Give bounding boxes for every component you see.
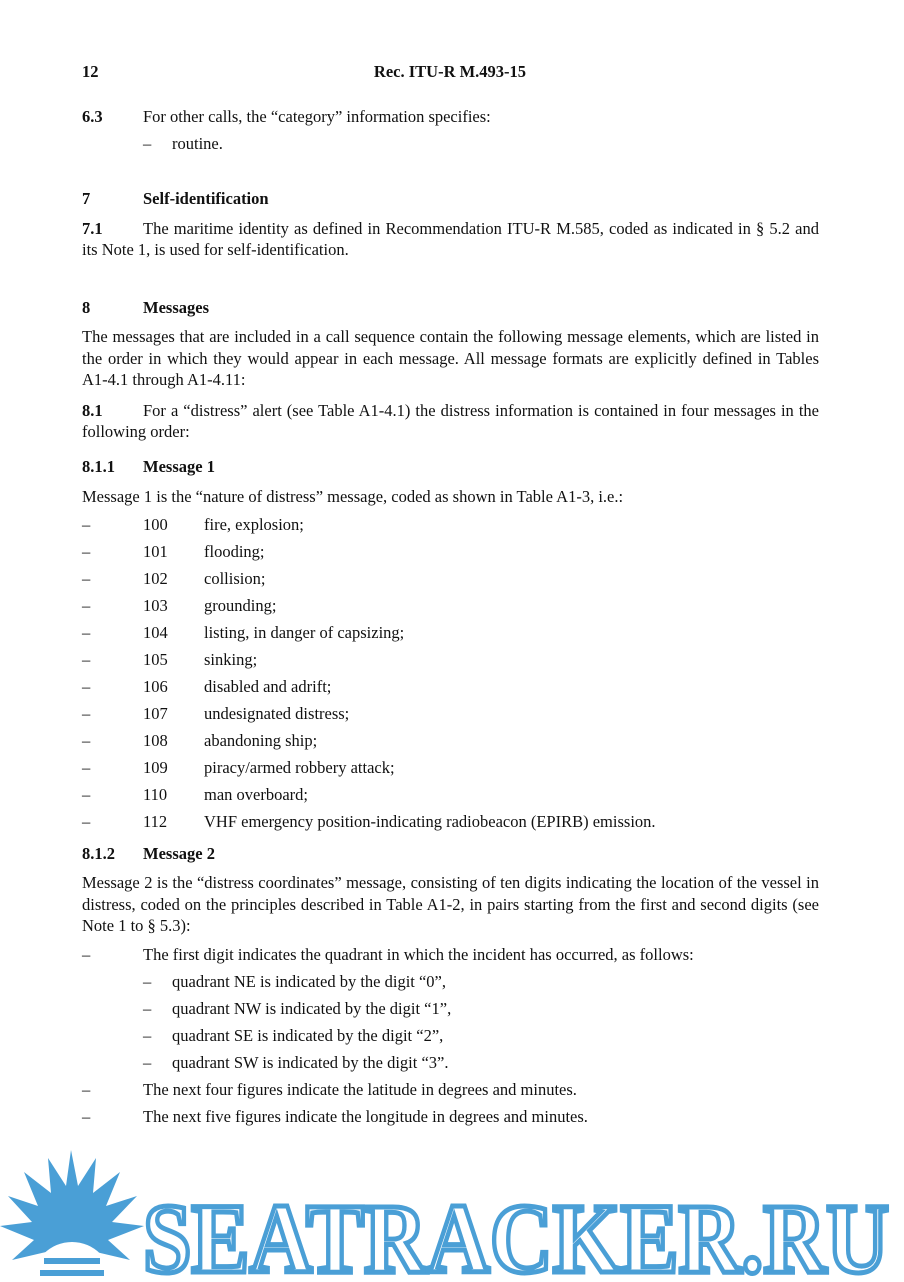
list-item: – 110 man overboard; bbox=[82, 784, 309, 804]
section-8-1-1-heading: 8.1.1 Message 1 bbox=[82, 456, 215, 476]
list-item: – 104 listing, in danger of capsizing; bbox=[82, 622, 405, 642]
message-1-intro: Message 1 is the “nature of distress” message, coded as shown in Table A1-3, i.e.: bbox=[82, 487, 624, 506]
section-7-heading: 7 Self-identification bbox=[82, 189, 269, 208]
list-item: – 107 undesignated distress; bbox=[82, 703, 350, 723]
watermark-logo bbox=[0, 1148, 904, 1282]
watermark-text: SEATRACKER.RU bbox=[143, 1183, 889, 1282]
section-6-3 bbox=[82, 106, 819, 128]
page-header bbox=[82, 62, 818, 84]
list-item: – 105 sinking; bbox=[82, 649, 258, 669]
section-number: 6.3 bbox=[82, 107, 103, 126]
document-reference: Rec. ITU-R M.493-15 bbox=[373, 62, 527, 81]
list-item: – quadrant SW is indicated by the digit “3”. bbox=[143, 1052, 449, 1072]
list-item: – quadrant SE is indicated by the digit “2”, bbox=[143, 1025, 444, 1045]
distress-codes-list bbox=[82, 511, 819, 835]
document-body bbox=[82, 106, 819, 1130]
list-item: – 100 fire, explosion; bbox=[82, 514, 304, 534]
section-8-heading: 8 Messages bbox=[82, 297, 209, 317]
list-item: – 106 disabled and adrift; bbox=[82, 676, 332, 696]
list-item: – 109 piracy/armed robbery attack; bbox=[82, 757, 395, 777]
message-2-intro: Message 2 is the “distress coordinates” message, consisting of ten digits indicating the location of the vessel in distress, coded on the principles described in Table A1-2, in pairs starting from the first and second digits (see Note 1 to § 5.3): bbox=[82, 873, 819, 935]
sun-icon bbox=[0, 1150, 144, 1282]
list-item: – The next five figures indicate the longitude in degrees and minutes. bbox=[82, 1106, 588, 1126]
section-8-intro: The messages that are included in a call sequence contain the following message elements, which are listed in the order in which they would appear in each message. All message formats are explicitly defined in Tables A1-4.1 through A1-4.11: bbox=[82, 327, 819, 389]
section-7-1: 7.1 The maritime identity as defined in Recommendation ITU-R M.585, coded as indicated in § 5.2 and its Note 1, is used for self-identification. bbox=[82, 218, 819, 259]
list-item: – 103 grounding; bbox=[82, 595, 277, 615]
list-item: – routine. bbox=[143, 133, 223, 153]
list-item: – 102 collision; bbox=[82, 568, 266, 588]
list-item: – The next four figures indicate the latitude in degrees and minutes. bbox=[82, 1079, 577, 1099]
list-item: – 112 VHF emergency position-indicating radiobeacon (EPIRB) emission. bbox=[82, 811, 656, 831]
section-8-1: 8.1 For a “distress” alert (see Table A1-4.1) the distress information is contained in four messages in the following order: bbox=[82, 400, 819, 441]
page-number: 12 bbox=[82, 62, 99, 81]
list-item: – The first digit indicates the quadrant in which the incident has occurred, as follows: bbox=[82, 944, 694, 964]
list-item: – quadrant NW is indicated by the digit “1”, bbox=[143, 998, 452, 1018]
section-8-1-2-heading: 8.1.2 Message 2 bbox=[82, 843, 215, 863]
list-item: – 101 flooding; bbox=[82, 541, 265, 561]
section-text: For other calls, the “category” information specifies: bbox=[143, 107, 491, 126]
list-item: – quadrant NE is indicated by the digit “0”, bbox=[143, 971, 447, 991]
list-item: – 108 abandoning ship; bbox=[82, 730, 318, 750]
